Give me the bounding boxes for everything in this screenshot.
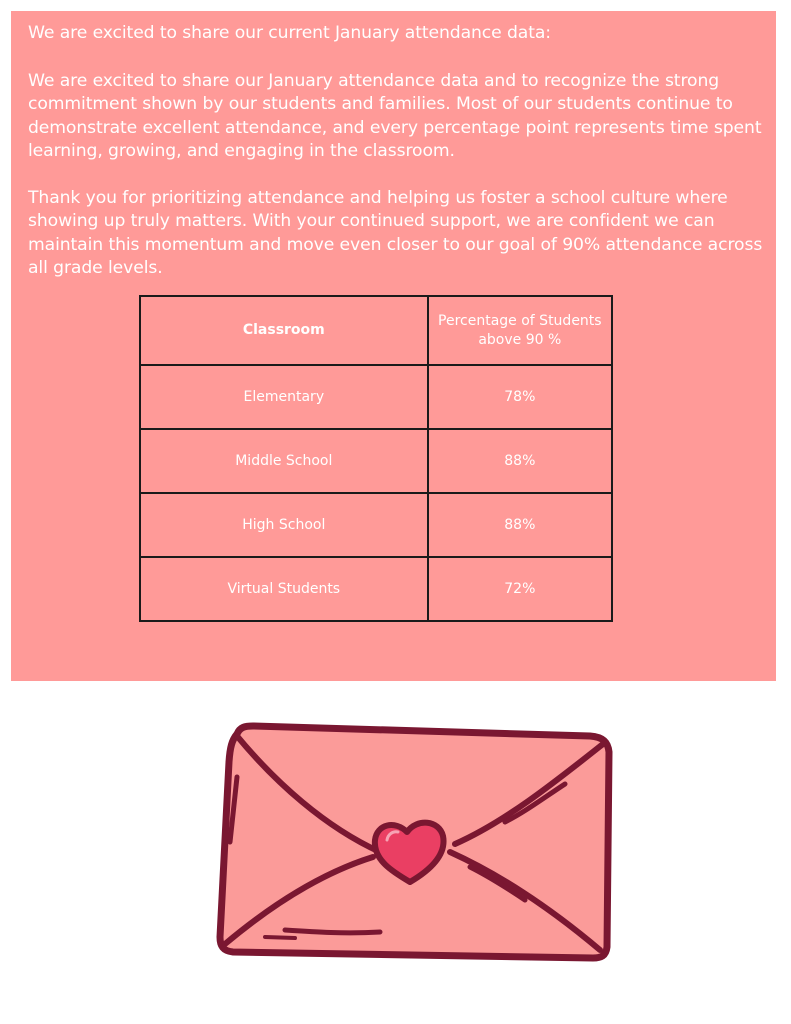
letter-text — [28, 22, 768, 304]
table-row — [140, 429, 612, 493]
paragraph-recognition: We are excited to share our January attendance data and to recognize the strong commitment shown by our students and families. Most of our students continue to demonstrate excellent attendance, and every percentage point represents time spent learning, growing, and engaging in the classroom. — [28, 70, 762, 161]
attendance-table — [139, 295, 613, 622]
table-row — [140, 557, 612, 621]
table-row — [140, 493, 612, 557]
row-classroom: High School — [140, 493, 428, 557]
row-classroom: Elementary — [140, 365, 428, 429]
table-header-row — [140, 296, 612, 365]
row-classroom: Middle School — [140, 429, 428, 493]
header-classroom: Classroom — [140, 296, 428, 365]
row-classroom: Virtual Students — [140, 557, 428, 621]
row-percentage: 78% — [428, 365, 612, 429]
row-percentage: 88% — [428, 493, 612, 557]
paragraph-thanks: Thank you for prioritizing attendance and helping us foster a school culture where showing up truly matters. With your continued support, we are confident we can maintain this momentum and move even closer to our goal of 90% attendance across all grade levels. — [28, 187, 763, 278]
envelope-heart-icon — [215, 722, 615, 972]
envelope-accent-bottom-small — [265, 937, 295, 938]
row-percentage: 72% — [428, 557, 612, 621]
table-row — [140, 365, 612, 429]
row-percentage: 88% — [428, 429, 612, 493]
envelope-accent-bottom — [285, 930, 380, 933]
intro-line: We are excited to share our current January attendance data: — [28, 23, 551, 43]
header-percentage: Percentage of Students above 90 % — [428, 296, 612, 365]
